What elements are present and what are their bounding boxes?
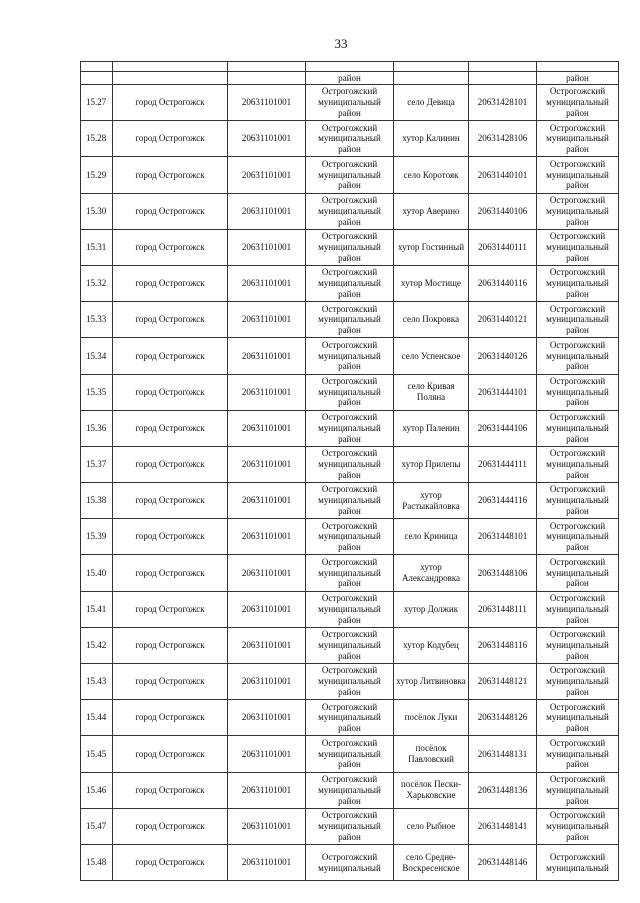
cell-district2: Острогожский муниципальный район <box>537 157 619 193</box>
cell-city: город Острогожск <box>113 664 228 700</box>
cell-number: 15.38 <box>81 483 113 519</box>
cell-city-code: 20631101001 <box>228 374 306 410</box>
cell-place: хутор Александровка <box>394 555 469 591</box>
table-row <box>81 808 619 844</box>
table-row <box>81 591 619 627</box>
table-row <box>81 85 619 121</box>
cell-place: село Коротояк <box>394 157 469 193</box>
cell-city-code: 20631101001 <box>228 229 306 265</box>
cell-city-code: 20631101001 <box>228 265 306 301</box>
cell-place: хутор Калинин <box>394 121 469 157</box>
cell-district: Острогожский муниципальный район <box>306 85 394 121</box>
cell-empty <box>469 72 537 85</box>
cell-place-code: 20631448111 <box>469 591 537 627</box>
cell-district: Острогожский муниципальный район <box>306 265 394 301</box>
cell-district: Острогожский муниципальный район <box>306 374 394 410</box>
cell-place: посёлок Луки <box>394 700 469 736</box>
cell-district: Острогожский муниципальный район <box>306 627 394 663</box>
cell-number: 15.32 <box>81 265 113 301</box>
cell-district2: Острогожский муниципальный район <box>537 664 619 700</box>
cell-place-code: 20631444111 <box>469 446 537 482</box>
cell-city: город Острогожск <box>113 700 228 736</box>
table-row <box>81 844 619 880</box>
cell-city-code: 20631101001 <box>228 483 306 519</box>
cell-city: город Острогожск <box>113 627 228 663</box>
cell-place-code: 20631448146 <box>469 844 537 880</box>
cell-city: город Острогожск <box>113 338 228 374</box>
cell-district: Острогожский муниципальный район <box>306 157 394 193</box>
cell-district2: Острогожский муниципальный район <box>537 483 619 519</box>
cell-city-code: 20631101001 <box>228 519 306 555</box>
cell-number: 15.29 <box>81 157 113 193</box>
cell-district: Острогожский муниципальный район <box>306 736 394 772</box>
cell-district2: Острогожский муниципальный район <box>537 591 619 627</box>
cell-place-code: 20631448106 <box>469 555 537 591</box>
cell-city: город Острогожск <box>113 844 228 880</box>
cell-district2: Острогожский муниципальный район <box>537 85 619 121</box>
cell-place-code: 20631448121 <box>469 664 537 700</box>
cell-district-tail: район <box>306 72 394 85</box>
cell-city: город Острогожск <box>113 555 228 591</box>
cell-city-code: 20631101001 <box>228 121 306 157</box>
header-cell <box>113 62 228 72</box>
cell-place-code: 20631440116 <box>469 265 537 301</box>
table-row <box>81 374 619 410</box>
header-cell <box>537 62 619 72</box>
cell-empty <box>113 72 228 85</box>
table-row <box>81 229 619 265</box>
cell-place: хутор Растыкайловка <box>394 483 469 519</box>
cell-district2: Острогожский муниципальный район <box>537 772 619 808</box>
cell-number: 15.30 <box>81 193 113 229</box>
table-row <box>81 772 619 808</box>
continuation-row <box>81 72 619 85</box>
table-row <box>81 519 619 555</box>
cell-place: село Покровка <box>394 302 469 338</box>
cell-district: Острогожский муниципальный район <box>306 446 394 482</box>
cell-number: 15.47 <box>81 808 113 844</box>
cell-district: Острогожский муниципальный район <box>306 555 394 591</box>
cell-place-code: 20631428101 <box>469 85 537 121</box>
cell-city-code: 20631101001 <box>228 85 306 121</box>
cell-district: Острогожский муниципальный район <box>306 302 394 338</box>
table-row <box>81 555 619 591</box>
header-cell <box>394 62 469 72</box>
cell-place-code: 20631444101 <box>469 374 537 410</box>
cell-city: город Острогожск <box>113 229 228 265</box>
cell-city: город Острогожск <box>113 446 228 482</box>
cell-number: 15.42 <box>81 627 113 663</box>
cell-city-code: 20631101001 <box>228 302 306 338</box>
cell-number: 15.40 <box>81 555 113 591</box>
cell-city: город Острогожск <box>113 374 228 410</box>
cell-city-code: 20631101001 <box>228 446 306 482</box>
cell-city-code: 20631101001 <box>228 700 306 736</box>
cell-district2: Острогожский муниципальный район <box>537 302 619 338</box>
cell-number: 15.36 <box>81 410 113 446</box>
cell-city-code: 20631101001 <box>228 193 306 229</box>
cell-city-code: 20631101001 <box>228 772 306 808</box>
cell-city: город Острогожск <box>113 772 228 808</box>
cell-place: село Криница <box>394 519 469 555</box>
cell-district: Острогожский муниципальный район <box>306 193 394 229</box>
table-row <box>81 446 619 482</box>
cell-place: хутор Паленин <box>394 410 469 446</box>
table-row <box>81 338 619 374</box>
cell-number: 15.35 <box>81 374 113 410</box>
cell-city-code: 20631101001 <box>228 555 306 591</box>
cell-number: 15.31 <box>81 229 113 265</box>
cell-district2: Острогожский муниципальный район <box>537 374 619 410</box>
cell-place-code: 20631448131 <box>469 736 537 772</box>
cell-district: Острогожский муниципальный район <box>306 664 394 700</box>
cell-place-code: 20631440101 <box>469 157 537 193</box>
cell-number: 15.37 <box>81 446 113 482</box>
cell-city: город Острогожск <box>113 483 228 519</box>
table-row <box>81 664 619 700</box>
cell-district2: Острогожский муниципальный район <box>537 808 619 844</box>
cell-place: хутор Аверино <box>394 193 469 229</box>
cell-city-code: 20631101001 <box>228 410 306 446</box>
cell-district: Острогожский муниципальный район <box>306 410 394 446</box>
cell-city-code: 20631101001 <box>228 338 306 374</box>
cell-number: 15.45 <box>81 736 113 772</box>
cell-city: город Острогожск <box>113 157 228 193</box>
cell-empty <box>394 72 469 85</box>
cell-place: посёлок Павловский <box>394 736 469 772</box>
cell-place-code: 20631448116 <box>469 627 537 663</box>
cell-district2: Острогожский муниципальный район <box>537 555 619 591</box>
table-row <box>81 193 619 229</box>
header-cell <box>306 62 394 72</box>
cell-number: 15.28 <box>81 121 113 157</box>
cell-place-code: 20631448126 <box>469 700 537 736</box>
cell-number: 15.27 <box>81 85 113 121</box>
cell-place: хутор Мостище <box>394 265 469 301</box>
cell-number: 15.39 <box>81 519 113 555</box>
cell-district: Острогожский муниципальный район <box>306 121 394 157</box>
cell-place-code: 20631428106 <box>469 121 537 157</box>
cell-city-code: 20631101001 <box>228 664 306 700</box>
cell-number: 15.41 <box>81 591 113 627</box>
cell-place-code: 20631448141 <box>469 808 537 844</box>
table-row <box>81 157 619 193</box>
cell-place-code: 20631448136 <box>469 772 537 808</box>
cell-city: город Острогожск <box>113 85 228 121</box>
cell-place: село Успенское <box>394 338 469 374</box>
cell-district2: Острогожский муниципальный район <box>537 519 619 555</box>
cell-city-code: 20631101001 <box>228 627 306 663</box>
table-row <box>81 302 619 338</box>
cell-place: село Кривая Поляна <box>394 374 469 410</box>
cell-city: город Острогожск <box>113 121 228 157</box>
table-row <box>81 483 619 519</box>
cell-place: хутор Прилепы <box>394 446 469 482</box>
cell-district: Острогожский муниципальный <box>306 844 394 880</box>
cell-district: Острогожский муниципальный район <box>306 700 394 736</box>
header-cell <box>228 62 306 72</box>
cell-district2: Острогожский муниципальный район <box>537 410 619 446</box>
header-cell <box>81 62 113 72</box>
header-cell <box>469 62 537 72</box>
cell-district: Острогожский муниципальный район <box>306 483 394 519</box>
cell-city-code: 20631101001 <box>228 591 306 627</box>
cell-city: город Острогожск <box>113 519 228 555</box>
cell-city: город Острогожск <box>113 591 228 627</box>
cell-district2-tail: район <box>537 72 619 85</box>
cell-place-code: 20631440121 <box>469 302 537 338</box>
cell-place-code: 20631440111 <box>469 229 537 265</box>
cell-place: село Рыбное <box>394 808 469 844</box>
page-number: 33 <box>334 36 348 51</box>
cell-district2: Острогожский муниципальный район <box>537 700 619 736</box>
cell-district: Острогожский муниципальный район <box>306 338 394 374</box>
cell-place: посёлок Пески-Харьковские <box>394 772 469 808</box>
cell-district2: Острогожский муниципальный район <box>537 446 619 482</box>
cell-place: хутор Литвиновка <box>394 664 469 700</box>
cell-city: город Острогожск <box>113 265 228 301</box>
cell-number: 15.46 <box>81 772 113 808</box>
cell-district2: Острогожский муниципальный район <box>537 736 619 772</box>
cell-place: село Средне-Воскресенское <box>394 844 469 880</box>
cell-place-code: 20631444116 <box>469 483 537 519</box>
table-row <box>81 736 619 772</box>
cell-number: 15.43 <box>81 664 113 700</box>
settlements-table <box>80 61 619 881</box>
cell-district2: Острогожский муниципальный район <box>537 265 619 301</box>
cell-number: 15.34 <box>81 338 113 374</box>
cell-city: город Острогожск <box>113 808 228 844</box>
cell-place-code: 20631448101 <box>469 519 537 555</box>
cell-place: хутор Должик <box>394 591 469 627</box>
cell-city-code: 20631101001 <box>228 736 306 772</box>
cell-city: город Острогожск <box>113 302 228 338</box>
cell-district2: Острогожский муниципальный район <box>537 627 619 663</box>
cell-number: 15.33 <box>81 302 113 338</box>
cell-district: Острогожский муниципальный район <box>306 519 394 555</box>
cell-empty <box>81 72 113 85</box>
cell-district2: Острогожский муниципальный <box>537 844 619 880</box>
cell-place-code: 20631444106 <box>469 410 537 446</box>
cell-number: 15.48 <box>81 844 113 880</box>
cell-place: хутор Гостинный <box>394 229 469 265</box>
table-row <box>81 700 619 736</box>
cell-district: Острогожский муниципальный район <box>306 229 394 265</box>
table-row <box>81 265 619 301</box>
cell-place-code: 20631440106 <box>469 193 537 229</box>
cell-district: Острогожский муниципальный район <box>306 772 394 808</box>
table-row <box>81 410 619 446</box>
cell-empty <box>228 72 306 85</box>
header-row <box>81 62 619 72</box>
cell-city: город Острогожск <box>113 193 228 229</box>
cell-district: Острогожский муниципальный район <box>306 591 394 627</box>
cell-city-code: 20631101001 <box>228 157 306 193</box>
cell-place: хутор Кодубец <box>394 627 469 663</box>
cell-district2: Острогожский муниципальный район <box>537 338 619 374</box>
table-row <box>81 121 619 157</box>
cell-district2: Острогожский муниципальный район <box>537 229 619 265</box>
cell-number: 15.44 <box>81 700 113 736</box>
cell-district2: Острогожский муниципальный район <box>537 193 619 229</box>
cell-city: город Острогожск <box>113 410 228 446</box>
cell-city-code: 20631101001 <box>228 844 306 880</box>
cell-place: село Девица <box>394 85 469 121</box>
cell-district2: Острогожский муниципальный район <box>537 121 619 157</box>
cell-city: город Острогожск <box>113 736 228 772</box>
cell-district: Острогожский муниципальный район <box>306 808 394 844</box>
cell-place-code: 20631440126 <box>469 338 537 374</box>
cell-city-code: 20631101001 <box>228 808 306 844</box>
table-row <box>81 627 619 663</box>
